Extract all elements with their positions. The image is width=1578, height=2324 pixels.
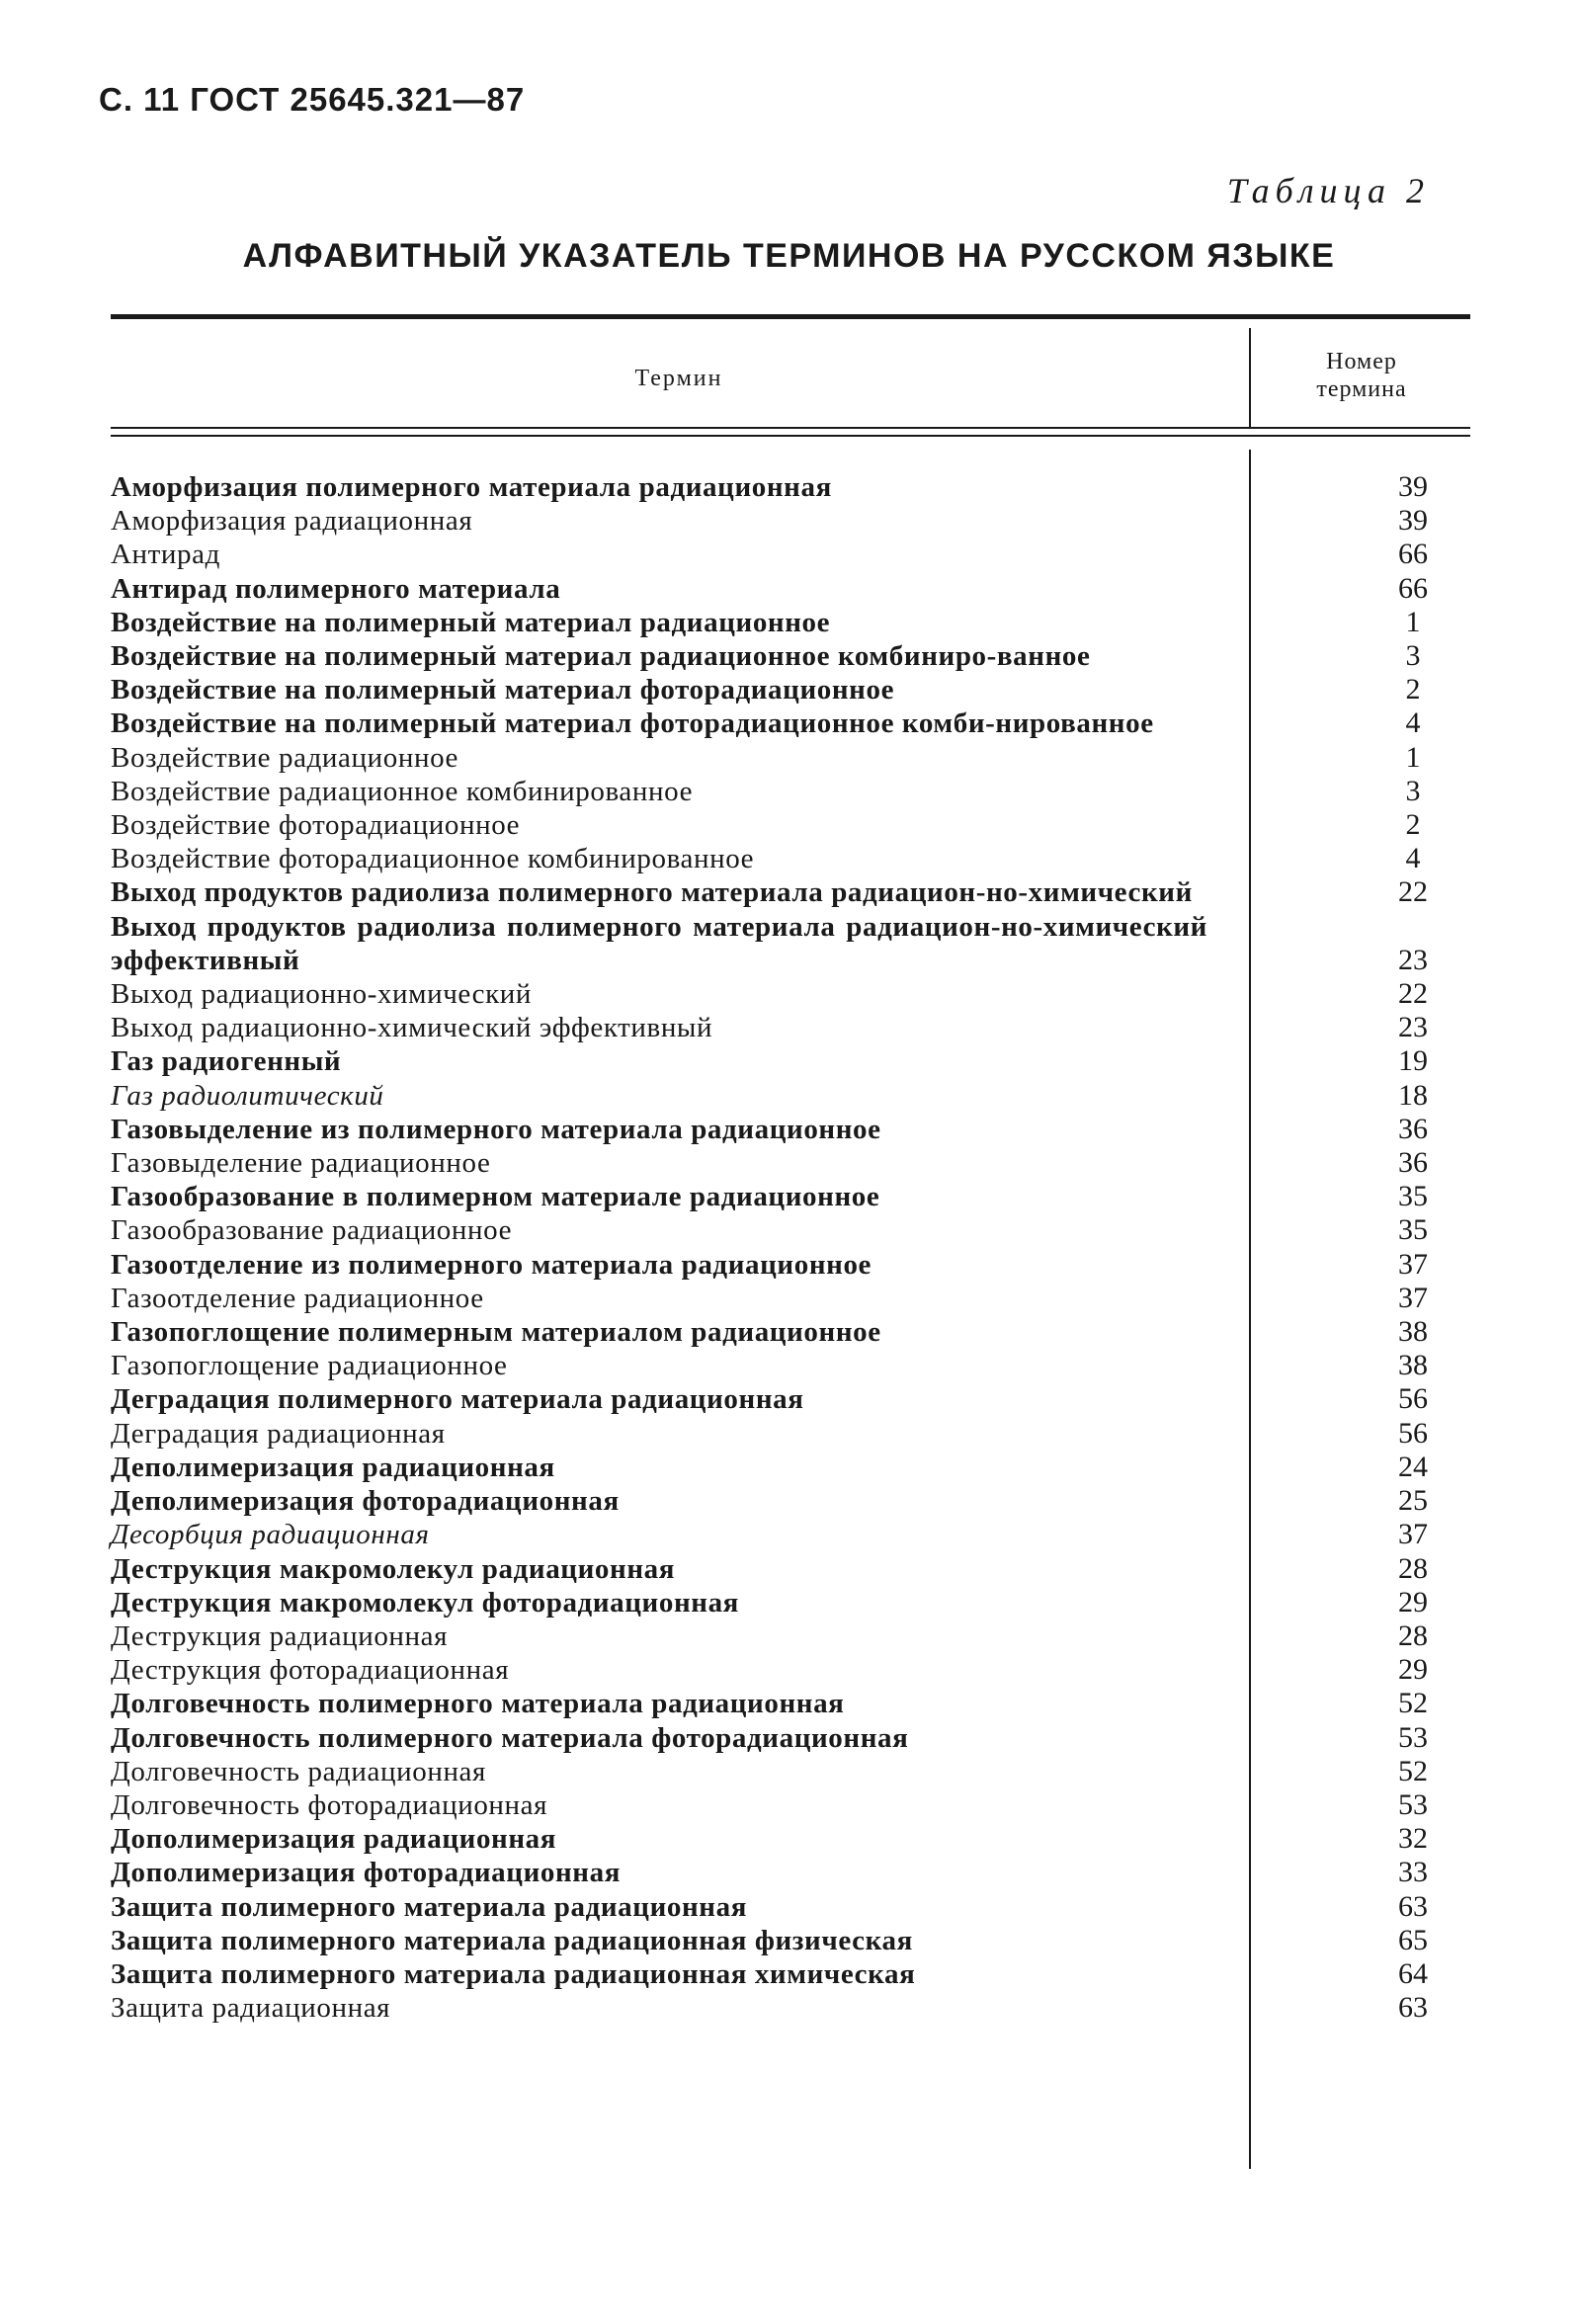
term-number: 22 [1398,875,1428,909]
table-row [111,1687,1470,1720]
term-number: 2 [1405,673,1421,706]
header-rule-upper [111,427,1470,429]
term-text: Газовыделение из полимерного материала радиационное [111,1113,881,1145]
term-number: 3 [1405,639,1421,673]
term-number: 52 [1398,1754,1428,1787]
term-number: 36 [1398,1146,1428,1180]
term-number: 4 [1405,842,1421,875]
table-row [111,1586,1470,1619]
term-text: Воздействие радиационное [111,741,459,774]
term-text: Газоотделение из полимерного материала радиационное [111,1248,872,1281]
column-header-number-line1: Номер [1326,349,1397,374]
page-header: С. 11 ГОСТ 25645.321—87 [99,81,526,118]
term-number: 66 [1398,538,1428,571]
table-row [111,1417,1470,1451]
table-row [111,1924,1470,1957]
column-header-number [1253,348,1470,403]
term-text: Аморфизация полимерного материала радиационная [111,471,832,503]
term-number: 56 [1398,1416,1428,1450]
column-divider-header [1249,328,1251,427]
table-row [111,1079,1470,1113]
term-number: 35 [1398,1180,1428,1213]
term-number: 1 [1405,740,1421,774]
term-text: Защита полимерного материала радиационная химическая [111,1957,916,1990]
term-number: 39 [1398,470,1428,503]
table-row [111,1552,1470,1586]
term-text: Долговечность полимерного материала радиационная [111,1688,845,1720]
term-text: Воздействие на полимерный материал фоторадиационное комби-нированное [111,707,1154,740]
term-text: Аморфизация радиационная [111,505,473,538]
table-row [111,1822,1470,1856]
table-row [111,1721,1470,1755]
table-row [111,1619,1470,1653]
term-text: Воздействие фоторадиационное комбинированное [111,843,755,875]
term-text: Деструкция радиационная [111,1619,449,1652]
term-text: Воздействие на полимерный материал радиационное комбиниро-ванное [111,640,1091,673]
term-number: 66 [1398,571,1428,605]
term-text: Деградация радиационная [111,1417,446,1450]
term-text: Газопоглощение радиационное [111,1350,508,1382]
table-row [111,775,1470,808]
table-row [111,842,1470,875]
term-text: Выход продуктов радиолиза полимерного материала радиацион-но-химический эффективный [111,910,1207,976]
term-text: Защита радиационная [111,1992,391,2025]
term-number: 53 [1398,1787,1428,1821]
term-number: 37 [1398,1281,1428,1314]
term-text: Деполимеризация радиационная [111,1451,555,1483]
table-row [111,1856,1470,1889]
term-number: 4 [1405,706,1421,740]
table-row [111,504,1470,538]
term-number: 37 [1398,1518,1428,1551]
table-row [111,1518,1470,1551]
term-text: Долговечность фоторадиационная [111,1788,548,1821]
header-rule-lower [111,435,1470,437]
term-number: 63 [1398,1889,1428,1923]
term-text: Выход радиационно-химический эффективный [111,1012,713,1044]
term-text: Защита полимерного материала радиационная [111,1890,747,1923]
table-row [111,1382,1470,1416]
term-text: Дополимеризация радиационная [111,1823,557,1856]
term-number: 2 [1405,808,1421,842]
term-number: 22 [1398,977,1428,1011]
table-row [111,639,1470,673]
term-number: 65 [1398,1923,1428,1956]
table-row [111,1146,1470,1180]
table-row [111,1044,1470,1078]
term-number: 38 [1398,1349,1428,1382]
table-row [111,538,1470,571]
term-text: Долговечность полимерного материала фоторадиационная [111,1721,909,1754]
table-row [111,1788,1470,1822]
term-text: Деструкция фоторадиационная [111,1654,510,1687]
table-row [111,1315,1470,1349]
table-row [111,1011,1470,1044]
term-number: 63 [1398,1991,1428,2025]
term-text: Деструкция макромолекул радиационная [111,1552,676,1585]
term-text: Антирад [111,539,220,571]
term-number: 18 [1398,1078,1428,1112]
term-number: 35 [1398,1213,1428,1247]
term-number: 29 [1398,1585,1428,1618]
term-number: 19 [1398,1044,1428,1078]
term-text: Защита полимерного материала радиационная физическая [111,1924,913,1956]
table-row [111,1248,1470,1282]
table-top-rule [111,314,1470,319]
term-text: Деградация полимерного материала радиационная [111,1383,804,1416]
term-number: 56 [1398,1382,1428,1416]
table-row [111,1653,1470,1687]
term-number: 32 [1398,1822,1428,1856]
term-number: 28 [1398,1618,1428,1652]
term-text: Газообразование в полимерном материале радиационное [111,1181,880,1213]
term-number: 1 [1405,605,1421,638]
term-text: Газоотделение радиационное [111,1282,484,1314]
table-row [111,572,1470,606]
terms-table-body [111,470,1470,2025]
term-text: Антирад полимерного материала [111,572,561,605]
term-text: Деполимеризация фоторадиационная [111,1485,620,1518]
term-text: Выход радиационно-химический [111,978,533,1011]
table-row [111,977,1470,1011]
column-header-number-line2: термина [1316,376,1407,402]
table-row [111,808,1470,842]
term-text: Воздействие на полимерный материал радиационное [111,606,831,638]
table-row [111,741,1470,775]
table-row [111,470,1470,504]
table-row [111,1213,1470,1247]
table-row [111,606,1470,639]
term-text: Воздействие радиационное комбинированное [111,775,694,807]
term-number: 25 [1398,1484,1428,1518]
term-number: 28 [1398,1551,1428,1585]
term-number: 38 [1398,1315,1428,1349]
table-row [111,1282,1470,1315]
table-row [111,1755,1470,1788]
term-number: 3 [1405,774,1421,807]
table-row [111,1890,1470,1924]
term-number: 23 [1398,1011,1428,1044]
term-text: Деструкция макромолекул фоторадиационная [111,1586,739,1618]
term-text: Долговечность радиационная [111,1755,486,1787]
term-text: Воздействие на полимерный материал фоторадиационное [111,674,895,706]
table-row [111,1957,1470,1991]
table-row [111,875,1470,909]
term-number: 29 [1398,1653,1428,1687]
table-row [111,673,1470,706]
term-text: Дополимеризация фоторадиационная [111,1857,622,1889]
table-row [111,1113,1470,1146]
term-number: 64 [1398,1956,1428,1990]
term-number: 53 [1398,1720,1428,1754]
term-text: Газообразование радиационное [111,1214,513,1247]
table-row [111,1451,1470,1484]
term-number: 39 [1398,504,1428,538]
column-header-term: Термин [634,366,723,391]
table-label: Таблица 2 [1226,171,1430,210]
term-text: Десорбция радиационная [111,1519,430,1551]
table-row [111,910,1470,977]
term-number: 37 [1398,1247,1428,1281]
table-title: АЛФАВИТНЫЙ УКАЗАТЕЛЬ ТЕРМИНОВ НА РУССКОМ ЯЗЫКЕ [242,237,1336,275]
term-number: 24 [1398,1450,1428,1483]
term-number: 36 [1398,1112,1428,1145]
table-row [111,1180,1470,1213]
table-row [111,706,1470,740]
table-row [111,1991,1470,2025]
term-number: 52 [1398,1687,1428,1720]
term-text: Газ радиолитический [111,1079,384,1112]
term-number: 33 [1398,1856,1428,1889]
term-text: Выход продуктов радиолиза полимерного материала радиацион-но-химический [111,876,1193,909]
term-text: Воздействие фоторадиационное [111,809,521,842]
term-text: Газопоглощение полимерным материалом радиационное [111,1316,881,1349]
term-text: Газовыделение радиационное [111,1147,491,1180]
table-row [111,1349,1470,1382]
term-number: 23 [1398,943,1428,976]
term-text: Газ радиогенный [111,1045,342,1078]
table-row [111,1484,1470,1518]
